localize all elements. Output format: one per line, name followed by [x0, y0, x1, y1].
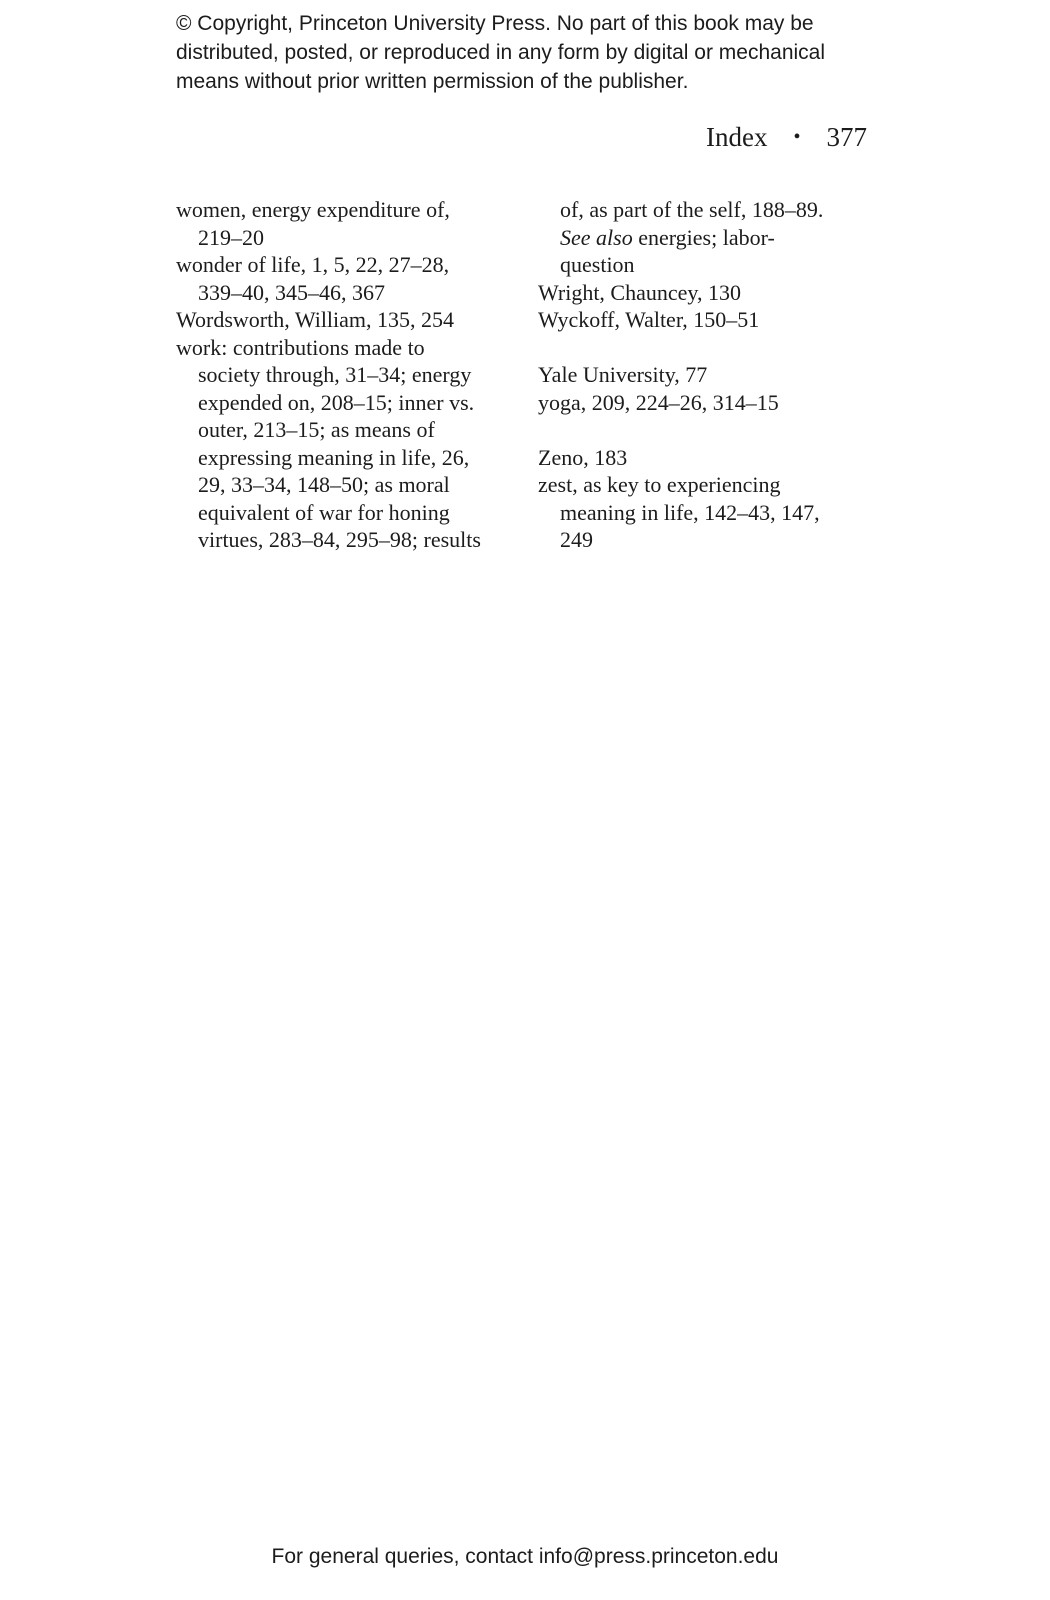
index-entry-line: 219–20	[198, 224, 264, 250]
index-entry-line: society through, 31–34; energy	[198, 362, 472, 387]
running-head-title: Index	[706, 122, 768, 152]
index-entry	[176, 306, 526, 334]
index-entry	[538, 196, 883, 279]
index-entry	[538, 306, 883, 334]
index-entry-line: wonder of life, 1, 5, 22, 27–28,	[176, 252, 450, 277]
index-entry-line: women, energy expenditure of,	[176, 197, 450, 222]
index-entry-line: equivalent of war for honing	[198, 499, 450, 525]
index-entry-line: 29, 33–34, 148–50; as moral	[198, 472, 450, 497]
index-column-left	[176, 196, 526, 554]
index-entry-line: 249	[560, 527, 593, 552]
index-entry	[176, 334, 526, 554]
page-number: 377	[826, 122, 867, 152]
index-entry-line: outer, 213–15; as means of	[198, 417, 435, 442]
index-entry-line: of, as part of the self, 188–89.	[560, 197, 824, 222]
index-entry-line: Zeno, 183	[538, 444, 628, 470]
index-entry	[176, 251, 526, 306]
index-section-gap	[538, 416, 883, 444]
index-entry-line: expressing meaning in life, 26,	[198, 444, 470, 470]
index-entry-line: Wyckoff, Walter, 150–51	[538, 307, 760, 332]
index-entry-line: yoga, 209, 224–26, 314–15	[538, 389, 779, 415]
index-entry	[538, 471, 883, 554]
index-entry-line: virtues, 283–84, 295–98; results	[198, 527, 481, 552]
index-entry	[538, 389, 883, 417]
copyright-line: © Copyright, Princeton University Press. No part of this book may be	[176, 12, 814, 35]
index-entry-line: zest, as key to experiencing	[538, 472, 781, 497]
index-entry-line: Wordsworth, William, 135, 254	[176, 307, 455, 332]
index-entry	[176, 196, 526, 251]
index-entry-line: Yale University, 77	[538, 362, 708, 387]
copyright-line: means without prior written permission of the publisher.	[176, 70, 689, 93]
index-entry	[538, 279, 883, 307]
index-entry-line: See also energies; labor-	[560, 224, 775, 250]
footer-query-note: For general queries, contact info@press.princeton.edu	[271, 1545, 779, 1568]
page-header	[0, 121, 867, 153]
index-section-gap	[538, 334, 883, 362]
index-column-right	[538, 196, 883, 554]
index-entry-line: 339–40, 345–46, 367	[198, 279, 385, 305]
index-entry-line: expended on, 208–15; inner vs.	[198, 389, 475, 415]
index-entry-line: question	[560, 252, 635, 277]
copyright-line: distributed, posted, or reproduced in any form by digital or mechanical	[176, 41, 826, 64]
index-entry	[538, 361, 883, 389]
index-entry-line: work: contributions made to	[176, 334, 425, 360]
copyright-notice	[176, 9, 825, 96]
index-entry-line: Wright, Chauncey, 130	[538, 279, 741, 305]
index-entry-line: meaning in life, 142–43, 147,	[560, 499, 820, 525]
bullet-separator: •	[793, 126, 801, 148]
index-entry	[538, 444, 883, 472]
